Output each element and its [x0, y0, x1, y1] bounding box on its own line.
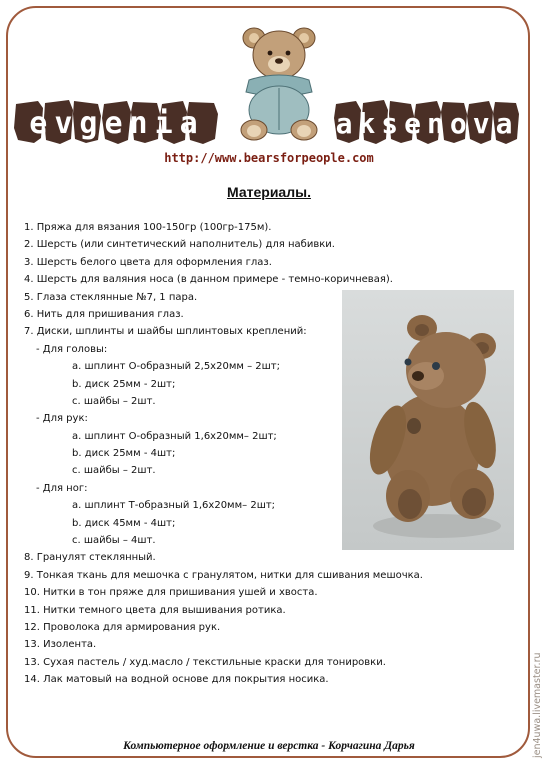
list-item: 13. Сухая пастель / худ.масло / текстильные краски для тонировки. [24, 656, 386, 668]
teddy-bear-photo [342, 290, 514, 550]
list-item: 10. Нитки в тон пряже для пришивания ушей и хвоста. [24, 587, 318, 599]
list-item: 8. Гранулят стеклянный. [24, 552, 156, 564]
list-item: 9. Тонкая ткань для мешочка с гранулятом, нитки для сшивания мешочка. [24, 569, 423, 581]
list-item: 7. Диски, шплинты и шайбы шплинтовых креплений: [24, 326, 307, 338]
list-subitem: a. шплинт О-образный 1,6х20мм– 2шт; [72, 430, 277, 442]
site-url[interactable]: http://www.bearsforpeople.com [164, 151, 374, 165]
watermark [521, 606, 543, 758]
list-subheading: - Для рук: [36, 413, 88, 425]
list-subitem: c. шайбы – 4шт. [72, 535, 156, 547]
list-subitem: c. шайбы – 2шт. [72, 395, 156, 407]
list-subitem: a. шплинт Т-образный 1,6х20мм– 2шт; [72, 500, 276, 512]
list-item: 14. Лак матовый на водной основе для покрытия носика. [24, 674, 329, 686]
bear-illustration [234, 20, 324, 146]
layout-credit: Компьютерное оформление и верстка - Корчагина Дарья [123, 740, 415, 752]
list-subitem: b. диск 25мм - 2шт; [72, 378, 176, 390]
list-subitem: b. диск 25мм - 4шт; [72, 448, 176, 460]
list-subheading: - Для ног: [36, 482, 88, 494]
list-item: 12. Проволока для армирования рук. [24, 621, 221, 633]
list-subitem: a. шплинт О-образный 2,5х20мм – 2шт; [72, 361, 280, 373]
list-subitem: b. диск 45мм - 4шт; [72, 517, 176, 529]
list-item: 3. Шерсть белого цвета для оформления глаз. [24, 256, 272, 268]
author-first-name-logo [14, 98, 220, 146]
author-last-name: aksenova [335, 107, 519, 140]
list-item: 5. Глаза стеклянные №7, 1 пара. [24, 291, 198, 303]
materials-title: Материалы. [227, 184, 311, 200]
author-first-name: evgenia [29, 106, 205, 141]
watermark-text: jen4uwa.livemaster.ru [532, 652, 543, 758]
list-item: 2. Шерсть (или синтетический наполнитель) для набивки. [24, 239, 335, 251]
list-item: 6. Нить для пришивания глаз. [24, 308, 184, 320]
list-item: 4. Шерсть для валяния носа (в данном примере - темно-коричневая). [24, 274, 393, 286]
author-last-name-logo [334, 98, 520, 146]
list-subheading: - Для головы: [36, 343, 108, 355]
list-subitem: c. шайбы – 2шт. [72, 465, 156, 477]
list-item: 13. Изолента. [24, 639, 97, 651]
list-item: 1. Пряжа для вязания 100-150гр (100гр-175м). [24, 222, 272, 233]
list-item: 11. Нитки темного цвета для вышивания ротика. [24, 604, 286, 616]
